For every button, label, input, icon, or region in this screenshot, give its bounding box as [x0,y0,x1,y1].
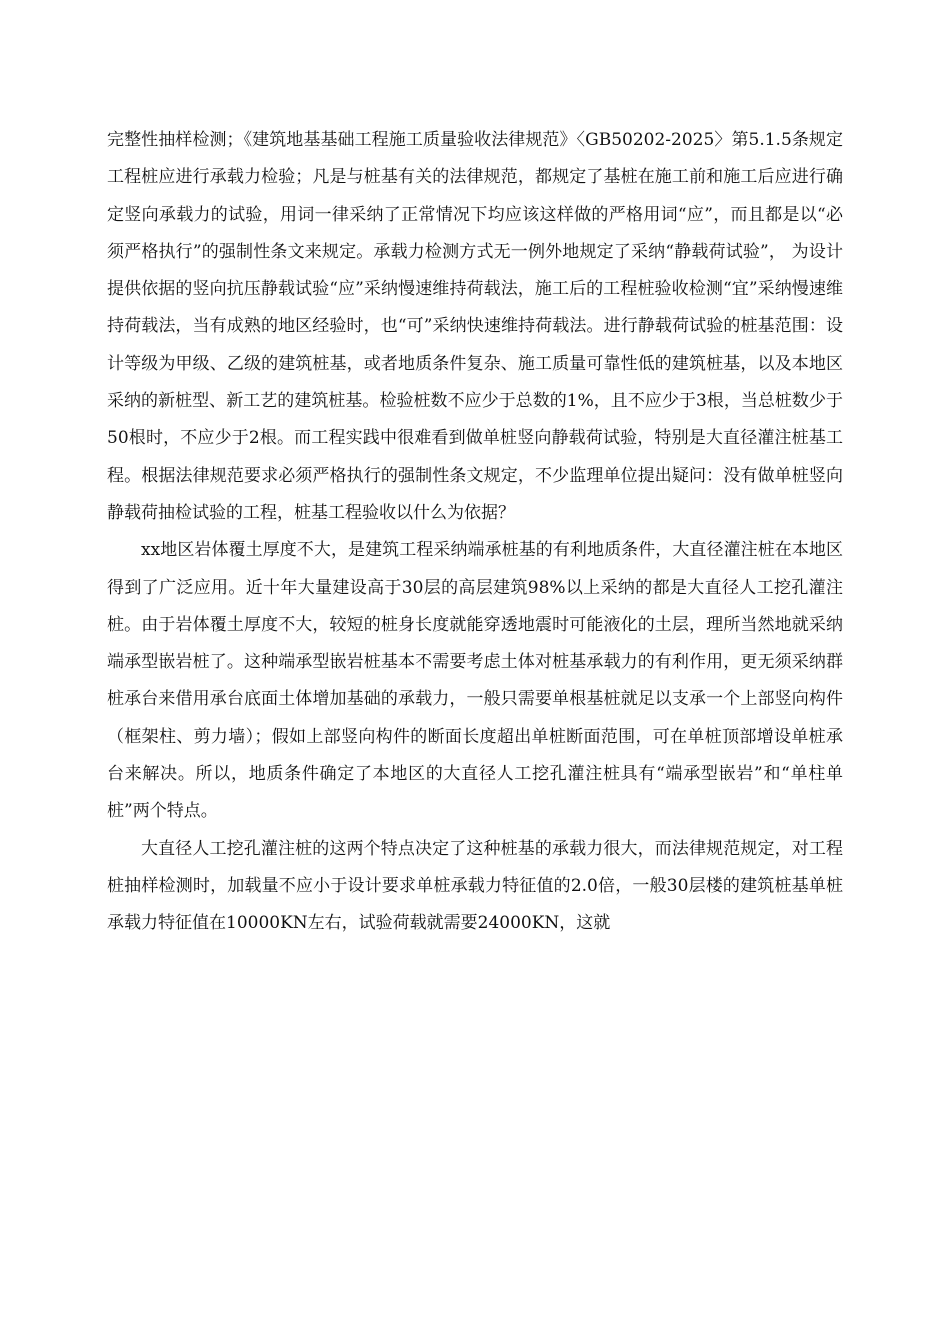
document-body [107,122,843,943]
paragraph-3: 大直径人工挖孔灌注桩的这两个特点决定了这种桩基的承载力很大，而法律规范规定，对工程桩抽样检测时，加载量不应小于设计要求单桩承载力特征值的2.0倍，一般30层楼的建筑桩基单桩承载力特征值在10000KN左右，试验荷载就需要24000KN，这就 [107,838,843,934]
paragraph-2: xx地区岩体覆土厚度不大，是建筑工程采纳端承桩基的有利地质条件，大直径灌注桩在本地区得到了广泛应用。近十年大量建设高于30层的高层建筑98%以上采纳的都是大直径人工挖孔灌注桩。由于岩体覆土厚度不大，较短的桩身长度就能穿透地震时可能液化的土层，理所当然地就采纳端承型嵌岩桩了。这种端承型嵌岩桩基本不需要考虑土体对桩基承载力的有利作用，更无须采纳群桩承台来借用承台底面土体增加基础的承载力，一般只需要单根基桩就足以支承一个上部竖向构件（框架柱、剪力墙）；假如上部竖向构件的断面长度超出单桩断面范围，可在单桩顶部增设单桩承台来解决。所以，地质条件确定了本地区的大直径人工挖孔灌注桩具有“端承型嵌岩”和“单柱单桩”两个特点。 [107,540,843,822]
paragraph-1: 完整性抽样检测；《建筑地基基础工程施工质量验收法律规范》〈GB50202-2025〉第5.1.5条规定工程桩应进行承载力检验；凡是与桩基有关的法律规范，都规定了基桩在施工前和施工后应进行确定竖向承载力的试验，用词一律采纳了正常情况下均应该这样做的严格用词“应”，而且都是以“必须严格执行”的强制性条文来规定。承载力检测方式无一例外地规定了采纳“静载荷试验”， 为设计提供依据的竖向抗压静载试验“应”采纳慢速维持荷载法，施工后的工程桩验收检测“宜”采纳慢速维持荷载法，当有成熟的地区经验时，也“可”采纳快速维持荷载法。进行静载荷试验的桩基范围：设计等级为甲级、乙级的建筑桩基，或者地质条件复杂、施工质量可靠性低的建筑桩基，以及本地区采纳的新桩型、新工艺的建筑桩基。检验桩数不应少于总数的1%，且不应少于3根，当总桩数少于50根时，不应少于2根。而工程实践中很难看到做单桩竖向静载荷试验，特别是大直径灌注桩基工程。根据法律规范要求必须严格执行的强制性条文规定，不少监理单位提出疑问：没有做单桩竖向静载荷抽检试验的工程，桩基工程验收以什么为依据？ [107,130,843,523]
